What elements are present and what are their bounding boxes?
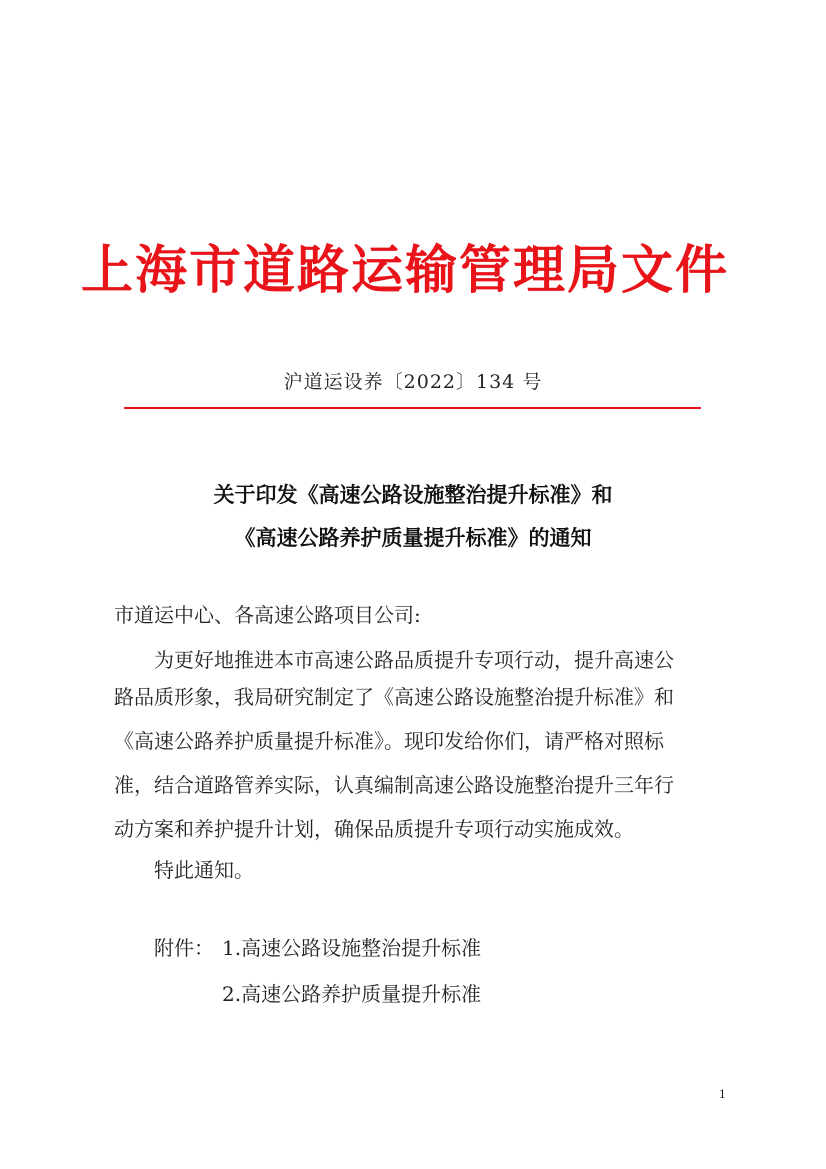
- notice-title-line-1: 关于印发《高速公路设施整治提升标准》和: [213, 483, 613, 507]
- attachment-item: 2.高速公路养护质量提升标准: [222, 982, 482, 1006]
- attachment-item: 1.高速公路设施整治提升标准: [222, 936, 482, 960]
- salutation: 市道运中心、各高速公路项目公司:: [114, 603, 421, 627]
- paragraph-line: 路品质形象，我局研究制定了《高速公路设施整治提升标准》和: [114, 685, 674, 709]
- paragraph-line: 动方案和养护提升计划，确保品质提升专项行动实施成效。: [114, 817, 634, 841]
- paragraph-line: 《高速公路养护质量提升标准》。现印发给你们，请严格对照标: [114, 729, 664, 753]
- attachments-label: 附件：: [154, 936, 214, 960]
- paragraph-line: 准，结合道路管养实际，认真编制高速公路设施整治提升三年行: [114, 773, 674, 797]
- agency-header-title: 上海市道路运输管理局文件: [80, 240, 729, 301]
- closing-line: 特此通知。: [154, 858, 254, 882]
- paragraph-line: 为更好地推进本市高速公路品质提升专项行动，提升高速公: [154, 648, 674, 672]
- page-number: 1: [719, 1088, 726, 1101]
- document-number: 沪道运设养〔2022〕134 号: [283, 371, 543, 393]
- red-divider: [124, 407, 701, 409]
- notice-title-line-2: 《高速公路养护质量提升标准》的通知: [234, 526, 592, 550]
